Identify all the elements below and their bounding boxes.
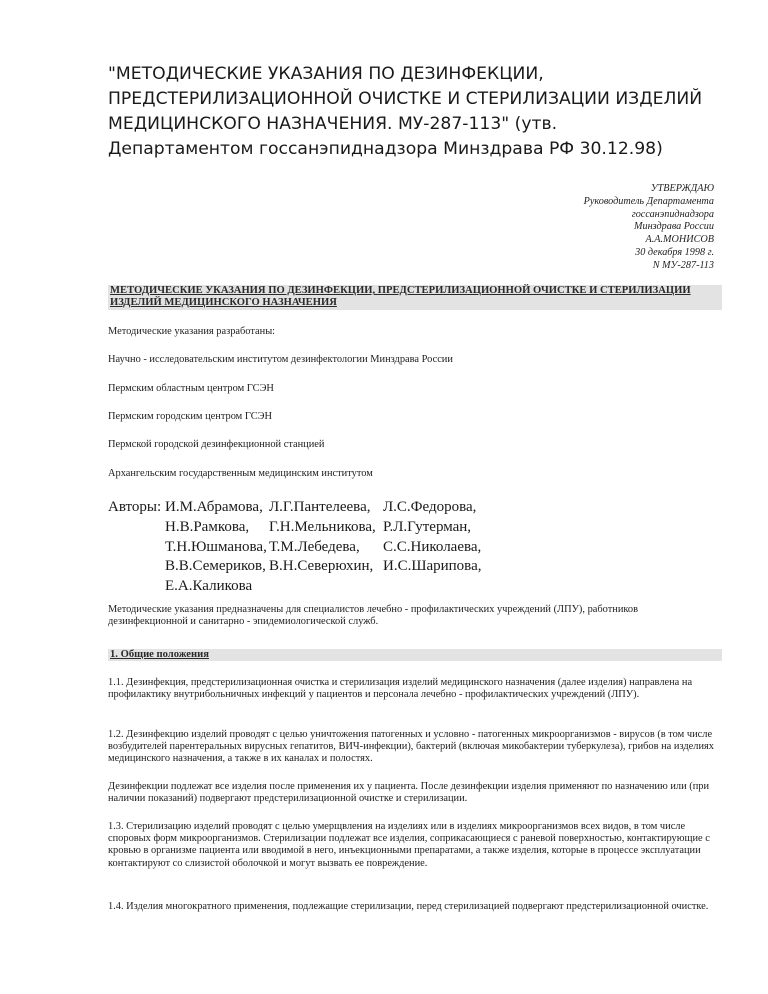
approval-line: 30 декабря 1998 г. <box>635 246 714 258</box>
approval-line: N МУ-287-113 <box>652 259 714 271</box>
paragraph-1-4: 1.4. Изделия многократного применения, подлежащие стерилизации, перед стерилизацией подвергают предстерилизационной очистке. <box>108 901 709 912</box>
paragraph-1-1: 1.1. Дезинфекция, предстерилизационная очистка и стерилизация изделий медицинского назначения (далее изделия) направлена на профилактику внутрибольничных инфекций у пациентов и персонала лечебно - профилактических учреждений (ЛПУ). <box>108 677 693 701</box>
author-name: В.В.Семериков, <box>165 558 266 575</box>
developer-item: Пермским городским центром ГСЭН <box>108 411 273 422</box>
approval-line: УТВЕРЖДАЮ <box>650 183 714 194</box>
developer-item: Архангельским государственным медицинским институтом <box>108 468 373 479</box>
approval-line: Минздрава России <box>634 221 714 233</box>
paragraph-disinfection: Дезинфекции подлежат все изделия после применения их у пациента. После дезинфекции изделия применяют по назначению или (при наличии показаний) подвергают предстерилизационной очистке и стерилизации. <box>108 781 710 805</box>
authors-label: Авторы: <box>108 499 162 515</box>
approval-line: госсанэпиднадзора <box>631 208 714 220</box>
author-name: Г.Н.Мельникова, <box>269 518 376 535</box>
approval-block <box>454 183 714 273</box>
author-name: Т.Н.Юшманова, <box>165 538 267 555</box>
author-row <box>165 557 565 577</box>
author-row <box>165 498 565 518</box>
paragraph-1-2: 1.2. Дезинфекцию изделий проводят с целью уничтожения патогенных и условно - патогенных микроорганизмов - вирусов (в том числе возбудителей парентеральных вирусных гепатитов, ВИЧ-инфекции), бактерий (включая микобактерии туберкулеза), грибов на изделиях медицинского назначения, а также в их каналах и полостях. <box>108 729 714 765</box>
developers-intro: Методические указания разработаны: <box>108 326 276 337</box>
main-heading: МЕТОДИЧЕСКИЕ УКАЗАНИЯ ПО ДЕЗИНФЕКЦИИ, ПРЕДСТЕРИЛИЗАЦИОННОЙ ОЧИСТКЕ И СТЕРИЛИЗАЦИИ ИЗДЕЛИЙ МЕДИЦИНСКОГО НАЗНАЧЕНИЯ <box>108 285 722 310</box>
author-name: Н.В.Рамкова, <box>165 518 250 535</box>
author-name: Т.М.Лебедева, <box>269 538 360 555</box>
paragraph-1-3: 1.3. Стерилизацию изделий проводят с целью умерщвления на изделиях или в изделиях микроорганизмов всех видов, в том числе споровых форм микроорганизмов. Стерилизации подлежат все изделия, соприкасающиеся с раневой поверхностью, контактирующие с кровью в организме пациента или вводимой в него, инъекционными препаратами, а также изделия, которые в процессе эксплуатации контактируют со слизистой оболочкой и могут вызвать ее повреждение. <box>108 821 710 869</box>
developer-item: Пермским областным центром ГСЭН <box>108 383 274 394</box>
purpose-paragraph: Методические указания предназначены для специалистов лечебно - профилактических учреждений (ЛПУ), работников дезинфекционной и санитарно - эпидемиологической служб. <box>108 604 639 628</box>
section-heading: 1. Общие положения <box>108 649 722 661</box>
author-row <box>165 577 565 597</box>
developer-item: Пермской городской дезинфекционной станцией <box>108 439 325 450</box>
approval-line: Руководитель Департамента <box>583 195 714 207</box>
author-name: Е.А.Каликова <box>165 578 253 595</box>
author-name: Л.Г.Пантелеева, <box>269 499 371 515</box>
author-name: С.С.Николаева, <box>383 538 482 555</box>
authors-list <box>165 498 565 597</box>
author-name: И.С.Шарипова, <box>383 558 482 575</box>
developer-item: Научно - исследовательским институтом дезинфектологии Минздрава России <box>108 354 453 365</box>
document-title: "МЕТОДИЧЕСКИЕ УКАЗАНИЯ ПО ДЕЗИНФЕКЦИИ, ПРЕДСТЕРИЛИЗАЦИОННОЙ ОЧИСТКЕ И СТЕРИЛИЗАЦИИ ИЗДЕЛИЙ МЕДИЦИНСКОГО НАЗНАЧЕНИЯ. МУ-287-113" (утв. Департаментом госсанэпиднадзора Минздрава РФ 30.12.98) <box>108 64 703 159</box>
author-row <box>165 518 565 538</box>
author-name: Р.Л.Гутерман, <box>383 518 472 535</box>
author-name: И.М.Абрамова, <box>165 499 263 515</box>
author-name: В.Н.Северюхин, <box>269 558 374 575</box>
author-row <box>165 538 565 558</box>
approval-line: А.А.МОНИСОВ <box>645 234 714 246</box>
author-name: Л.С.Федорова, <box>383 499 477 515</box>
